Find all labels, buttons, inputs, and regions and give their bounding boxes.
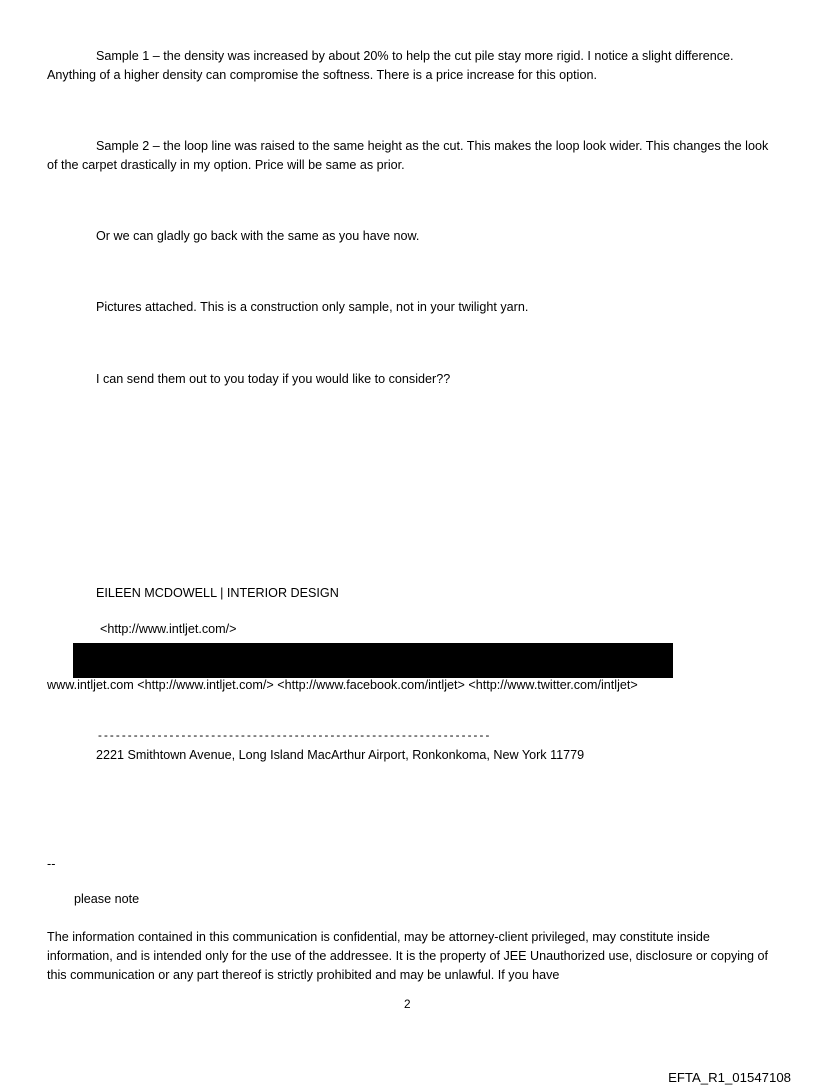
paragraph-pictures-attached: Pictures attached. This is a construction only sample, not in your twilight yarn. [96,300,529,314]
signature-address: 2221 Smithtown Avenue, Long Island MacArthur Airport, Ronkonkoma, New York 11779 [96,748,585,762]
please-note-label: please note [74,892,140,906]
signature-url-link[interactable]: <http://www.intljet.com/> [100,622,237,636]
paragraph-go-back: Or we can gladly go back with the same as you have now. [96,229,420,243]
signature-links-line[interactable]: www.intljet.com <http://www.intljet.com/> <http://www.facebook.com/intljet> <http://www.twitter.com/intljet> [47,678,638,692]
redaction-bar [73,643,673,678]
footer-dashes: -- [47,857,56,871]
paragraph-send-out: I can send them out to you today if you would like to consider?? [96,372,451,386]
paragraph-sample-2: Sample 2 – the loop line was raised to the same height as the cut. This makes the loop look wider. This changes the look of the carpet drastically in my option. Price will be same as prior. [47,139,769,172]
signature-separator: ------------------------------------------------------------------ [98,728,492,742]
signature-name-title: EILEEN MCDOWELL | INTERIOR DESIGN [96,586,339,600]
confidentiality-notice: The information contained in this communication is confidential, may be attorney-client privileged, may constitute inside information, and is intended only for the use of the addressee. It is the property of JEE Unauthorized use, disclosure or copying of this communication or any part thereof is strictly prohibited and may be unlawful. If you have [47,930,769,982]
paragraph-sample-1: Sample 1 – the density was increased by about 20% to help the cut pile stay more rigid. I notice a slight difference. Anything of a higher density can compromise the softness. There is a price increase for this option. [47,49,734,82]
page-number: 2 [404,997,411,1011]
document-id: EFTA_R1_01547108 [668,1070,791,1086]
